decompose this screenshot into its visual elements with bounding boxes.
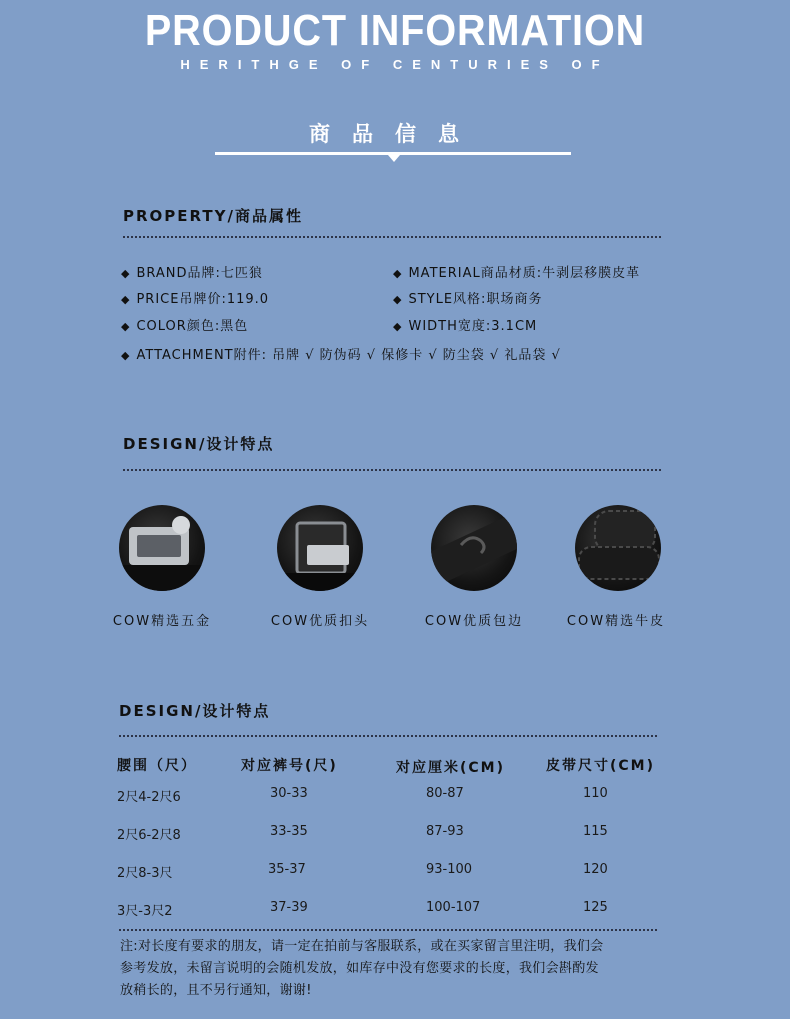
table-cell: 2尺8-3尺 — [117, 866, 173, 881]
table-cell: 3尺-3尺2 — [117, 904, 173, 919]
table-cell: 87-93 — [426, 824, 464, 839]
diamond-bullet-icon: ◆ — [121, 320, 131, 333]
buckle-hardware-icon — [119, 505, 205, 591]
diamond-bullet-icon: ◆ — [121, 349, 131, 362]
sizes-divider — [119, 735, 657, 737]
note-divider — [119, 929, 657, 931]
page-subtitle: HERITHGE OF CENTURIES OF — [180, 57, 610, 72]
design-divider — [123, 469, 661, 471]
property-divider — [123, 236, 661, 238]
page-title: PRODUCT INFORMATION — [144, 6, 646, 55]
table-cell: 2尺6-2尺8 — [117, 828, 181, 843]
table-cell: 80-87 — [426, 786, 464, 801]
feature-label: COW优质包边 — [424, 614, 524, 629]
table-header: 对应厘米(CM) — [396, 760, 506, 776]
table-cell: 33-35 — [270, 824, 308, 839]
feature-label: COW精选五金 — [112, 614, 212, 629]
property-width: ◆ WIDTH宽度:3.1CM — [393, 319, 538, 334]
diamond-bullet-icon: ◆ — [121, 267, 131, 280]
property-color: ◆ COLOR颜色:黑色 — [121, 319, 249, 334]
feature-label: COW优质扣头 — [270, 614, 370, 629]
feature-label: COW精选牛皮 — [566, 614, 666, 629]
property-attachment: ◆ ATTACHMENT附件: 吊牌 √ 防伪码 √ 保修卡 √ 防尘袋 √ 礼品袋 √ — [121, 348, 561, 363]
table-header: 皮带尺寸(CM) — [546, 758, 656, 774]
table-cell: 30-33 — [270, 786, 308, 801]
cowhide-icon — [575, 505, 661, 591]
buckle-head-icon — [277, 505, 363, 591]
table-header: 腰围（尺） — [117, 758, 197, 774]
diamond-bullet-icon: ◆ — [121, 293, 131, 306]
sizes-heading: DESIGN/设计特点 — [119, 702, 271, 720]
diamond-bullet-icon: ◆ — [393, 320, 403, 333]
property-heading: PROPERTY/商品属性 — [123, 207, 303, 225]
table-cell: 125 — [583, 900, 608, 915]
table-cell: 115 — [583, 824, 608, 839]
property-style: ◆ STYLE风格:职场商务 — [393, 292, 543, 307]
table-cell: 110 — [583, 786, 608, 801]
property-price: ◆ PRICE吊牌价:119.0 — [121, 292, 270, 307]
table-cell: 2尺4-2尺6 — [117, 790, 181, 805]
table-cell: 93-100 — [426, 862, 473, 877]
section-banner-title: 商品信息 — [309, 122, 481, 146]
table-cell: 35-37 — [268, 862, 306, 877]
banner-pointer-icon — [388, 155, 400, 162]
table-cell: 120 — [583, 862, 608, 877]
note-text: 注:对长度有要求的朋友，请一定在拍前与客服联系，或在买家留言里注明，我们会 参考发放，未留言说明的会随机发放，如库存中没有您要求的长度，我们会斟酌发 放稍长的，且不另行通知，谢谢! — [120, 939, 604, 998]
property-material: ◆ MATERIAL商品材质:牛剥层移膜皮革 — [393, 266, 641, 281]
property-brand: ◆ BRAND品牌:七匹狼 — [121, 266, 263, 281]
table-header: 对应裤号(尺) — [241, 758, 338, 774]
diamond-bullet-icon: ◆ — [393, 293, 403, 306]
table-cell: 100-107 — [426, 900, 481, 915]
diamond-bullet-icon: ◆ — [393, 267, 403, 280]
leather-edge-icon — [431, 505, 517, 591]
table-cell: 37-39 — [270, 900, 308, 915]
design-heading: DESIGN/设计特点 — [123, 435, 275, 453]
